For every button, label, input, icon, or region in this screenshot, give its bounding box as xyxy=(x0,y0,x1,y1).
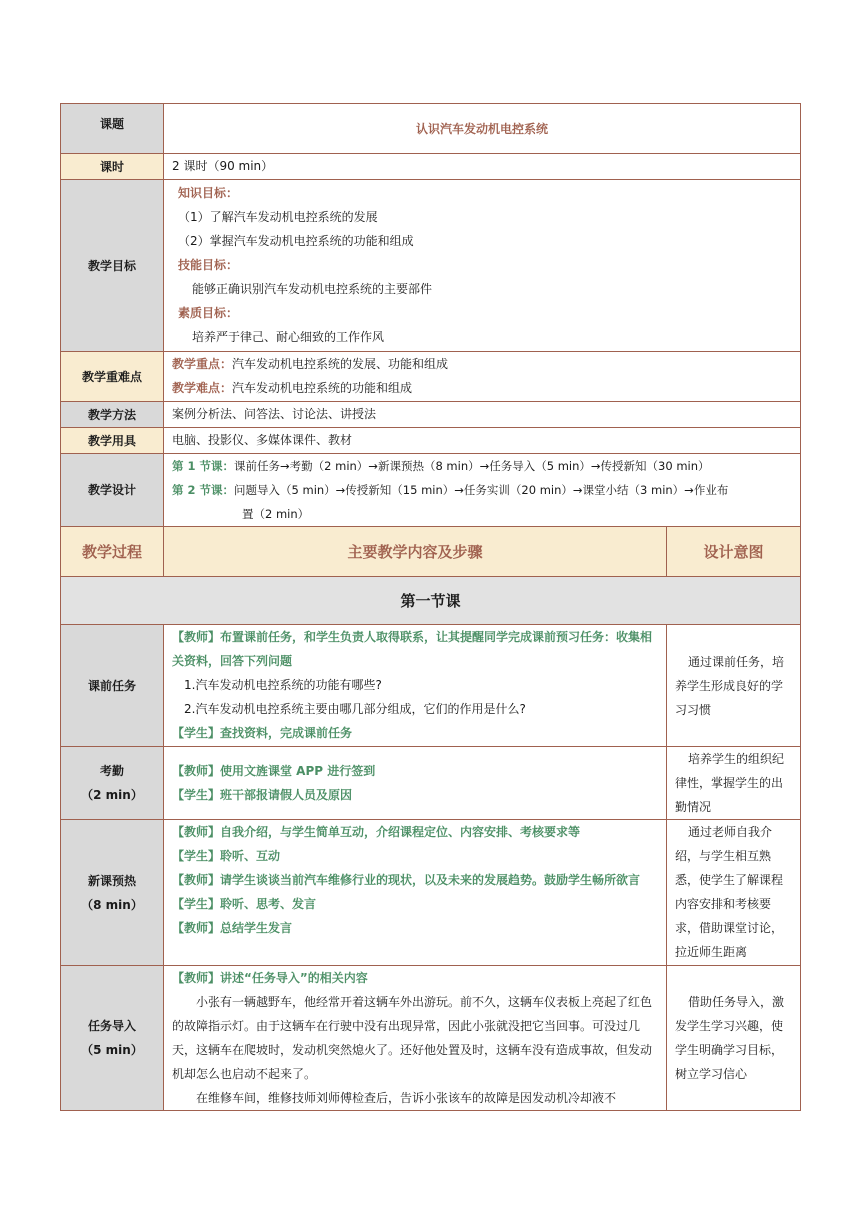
step-line: 【学生】聆听、思考、发言 xyxy=(172,897,317,911)
objectives-label: 教学目标 xyxy=(61,180,164,352)
step-label xyxy=(61,747,164,820)
step-line: 在维修车间，维修技师刘师傅检查后，告诉小张该车的故障是因发动机冷却液不 xyxy=(196,1091,617,1105)
step-line: 【教师】总结学生发言 xyxy=(172,921,293,935)
step-content xyxy=(164,820,667,966)
knowledge-item: （1）了解汽车发动机电控系统的发展 xyxy=(178,210,378,224)
step-label xyxy=(61,820,164,966)
step-line: 【学生】聆听、互动 xyxy=(172,849,281,863)
step-line: 2.汽车发动机电控系统主要由哪几部分组成，它们的作用是什么? xyxy=(184,702,526,716)
skill-item: 能够正确识别汽车发动机电控系统的主要部件 xyxy=(192,282,433,296)
quality-title: 素质目标： xyxy=(178,306,239,320)
column-intent: 设计意图 xyxy=(667,527,801,577)
step-name: 任务导入 xyxy=(87,1019,136,1033)
step-line: 【教师】讲述“任务导入”的相关内容 xyxy=(172,971,368,985)
key-points-content xyxy=(164,352,801,402)
step-time: （8 min） xyxy=(81,897,143,912)
lesson2-text: 问题导入（5 min）→传授新知（15 min）→任务实训（20 min）→课堂小结（3 min）→作业布 xyxy=(234,483,729,497)
knowledge-title: 知识目标： xyxy=(178,186,239,200)
step-label xyxy=(61,625,164,747)
step-intent: 通过老师自我介绍，与学生相互熟悉，使学生了解课程内容安排和考核要求，借助课堂讨论，拉近师生距离 xyxy=(667,820,801,966)
key-text: 汽车发动机电控系统的发展、功能和组成 xyxy=(232,357,449,371)
tools-value: 电脑、投影仪、多媒体课件、教材 xyxy=(164,428,801,454)
lesson-plan-table xyxy=(60,103,801,1111)
tools-label: 教学用具 xyxy=(61,428,164,454)
quality-item: 培养严于律己、耐心细致的工作作风 xyxy=(192,330,385,344)
step-name: 课前任务 xyxy=(87,678,136,693)
step-line: 【教师】请学生谈谈当前汽车维修行业的现状，以及未来的发展趋势。鼓励学生畅所欲言 xyxy=(172,873,641,887)
column-content: 主要教学内容及步骤 xyxy=(164,527,667,577)
step-line: 【教师】自我介绍，与学生简单互动，介绍课程定位、内容安排、考核要求等 xyxy=(172,825,581,839)
key-points-label: 教学重难点 xyxy=(61,352,164,402)
methods-value: 案例分析法、问答法、讨论法、讲授法 xyxy=(164,402,801,428)
step-intent: 培养学生的组织纪律性，掌握学生的出勤情况 xyxy=(667,747,801,820)
difficult-text: 汽车发动机电控系统的功能和组成 xyxy=(232,381,413,395)
step-content xyxy=(164,625,667,747)
key-title: 教学重点： xyxy=(172,357,233,371)
design-content xyxy=(164,454,801,527)
step-line: 小张有一辆越野车，他经常开着这辆车外出游玩。前不久，这辆车仪表板上亮起了红色的故障指示灯。由于这辆车在行驶中没有出现异常，因此小张就没把它当回事。可没过几天，这辆车在爬坡时，发动机突然熄火了。还好他处置及时，这辆车没有造成事故，但发动机却怎么也启动不起来了。 xyxy=(172,995,653,1081)
hours-label: 课时 xyxy=(61,154,164,180)
lesson2-text-cont: 置（2 min） xyxy=(242,507,310,521)
lesson1-text: 课前任务→考勤（2 min）→新课预热（8 min）→任务导入（5 min）→传授新知（30 min） xyxy=(234,459,710,473)
design-label: 教学设计 xyxy=(61,454,164,527)
step-line: 【学生】班干部报请假人员及原因 xyxy=(172,788,353,802)
lesson-title: 认识汽车发动机电控系统 xyxy=(164,104,801,154)
step-content xyxy=(164,966,667,1111)
step-intent: 借助任务导入，激发学生学习兴趣，使学生明确学习目标，树立学习信心 xyxy=(667,966,801,1111)
hours-value: 2 课时（90 min） xyxy=(164,154,801,180)
step-line: 1.汽车发动机电控系统的功能有哪些? xyxy=(184,678,382,692)
skill-title: 技能目标： xyxy=(178,258,239,272)
topic-label: 课题 xyxy=(61,104,164,154)
methods-label: 教学方法 xyxy=(61,402,164,428)
lesson2-title: 第 2 节课： xyxy=(172,483,235,497)
difficult-title: 教学难点： xyxy=(172,381,233,395)
lesson1-title: 第 1 节课： xyxy=(172,459,235,473)
step-line: 【学生】查找资料，完成课前任务 xyxy=(172,726,353,740)
step-line: 【教师】使用文旌课堂 APP 进行签到 xyxy=(172,764,376,778)
step-time: （2 min） xyxy=(81,788,143,802)
column-process: 教学过程 xyxy=(61,527,164,577)
step-name: 新课预热 xyxy=(87,873,136,888)
step-intent: 通过课前任务，培养学生形成良好的学习习惯 xyxy=(667,625,801,747)
knowledge-item: （2）掌握汽车发动机电控系统的功能和组成 xyxy=(178,234,414,248)
step-time: （5 min） xyxy=(81,1043,143,1057)
section-title: 第一节课 xyxy=(61,577,801,625)
step-content xyxy=(164,747,667,820)
step-name: 考勤 xyxy=(99,764,124,778)
objectives-content xyxy=(164,180,801,352)
step-line: 【教师】布置课前任务，和学生负责人取得联系，让其提醒同学完成课前预习任务：收集相关资料，回答下列问题 xyxy=(172,630,653,668)
step-label xyxy=(61,966,164,1111)
